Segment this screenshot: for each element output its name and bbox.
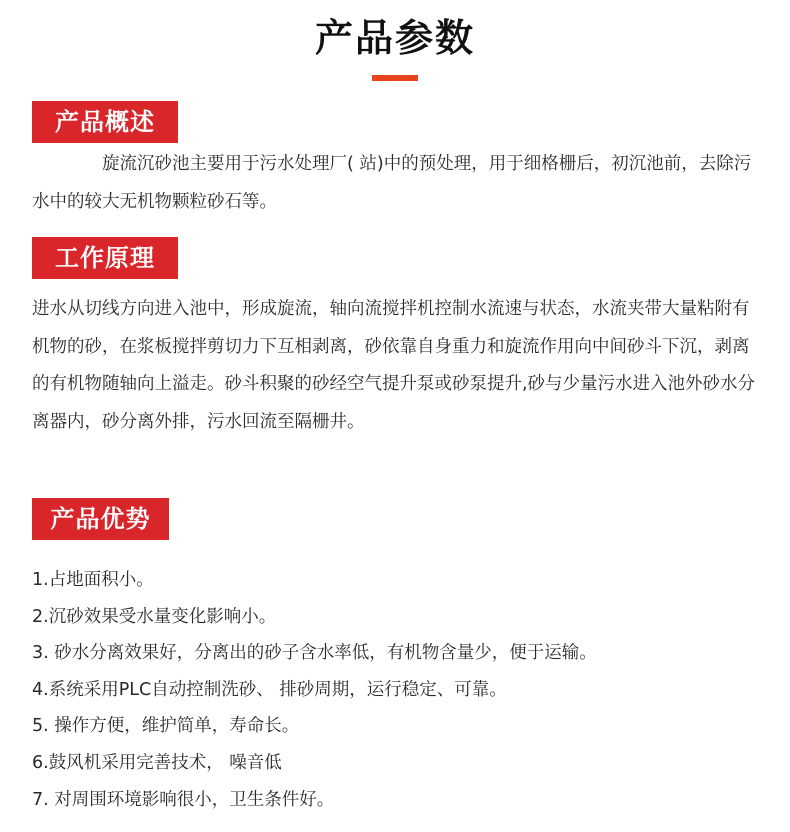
list-item: 2.沉砂效果受水量变化影响小。 [32, 606, 277, 627]
list-item: 4.系统采用PLC自动控制洗砂、 排砂周期，运行稳定、可靠。 [32, 679, 507, 700]
title-underline [372, 75, 418, 81]
list-item: 3. 砂水分离效果好，分离出的砂子含水率低，有机物含量少，便于运输。 [32, 643, 597, 664]
principle-text: 进水从切线方向进入池中，形成旋流，轴向流搅拌机控制水流速与状态，水流夹带大量粘附有机物的砂，在浆板搅拌剪切力下互相剥离，砂依靠自身重力和旋流作用向中间砂斗下沉，剥离的有机物随轴向上溢走。砂斗积聚的砂经空气提升泵或砂泵提升,砂与少量污水进入池外砂水分离器内，砂分离外排，污水回流至隔栅井。 [32, 299, 756, 432]
advantages-list [32, 562, 760, 818]
list-item: 6.鼓风机采用完善技术， 噪音低 [32, 752, 282, 773]
list-item: 7. 对周围环境影响很小，卫生条件好。 [32, 789, 335, 810]
page-title: 产品参数 [314, 16, 475, 60]
overview-text: 旋流沉砂池主要用于污水处理厂( 站)中的预处理，用于细格栅后，初沉池前，去除污水中的较大无机物颗粒砂石等。 [32, 154, 752, 212]
section-label-advantages: 产品优势 [32, 498, 169, 540]
list-item: 1.占地面积小。 [32, 570, 154, 590]
section-label-principle: 工作原理 [32, 237, 178, 279]
section-label-overview: 产品概述 [32, 101, 178, 143]
list-item: 5. 操作方便，维护简单，寿命长。 [32, 716, 300, 737]
